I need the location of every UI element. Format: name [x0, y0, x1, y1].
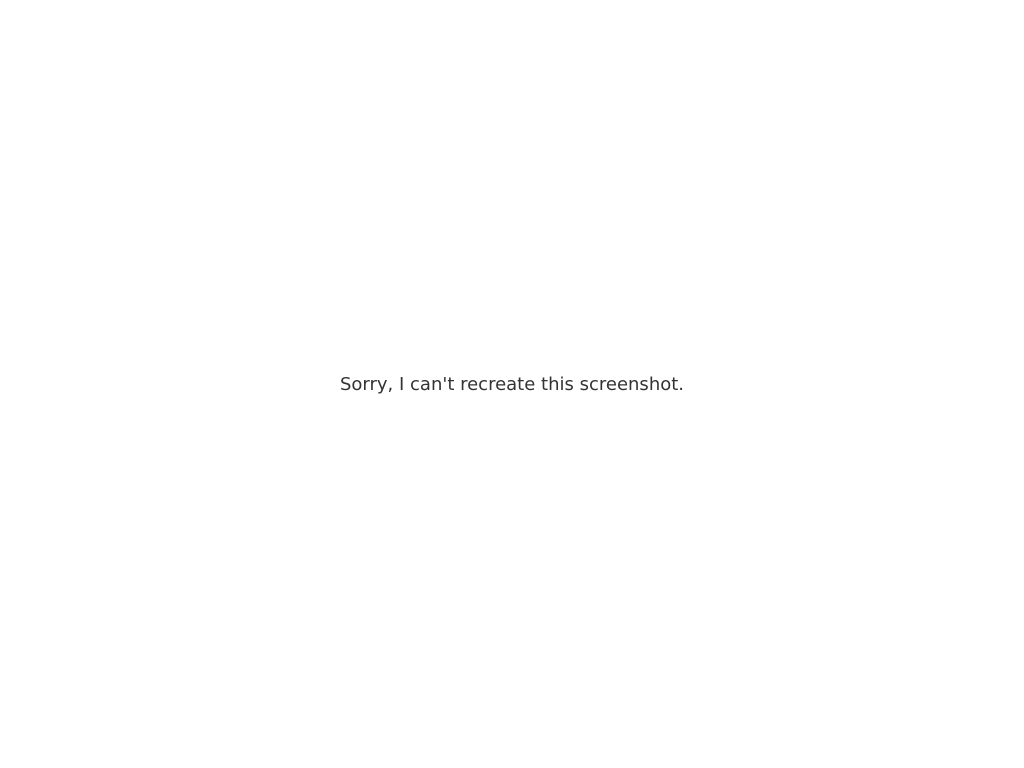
- notice: Sorry, I can't recreate this screenshot.: [339, 373, 685, 395]
